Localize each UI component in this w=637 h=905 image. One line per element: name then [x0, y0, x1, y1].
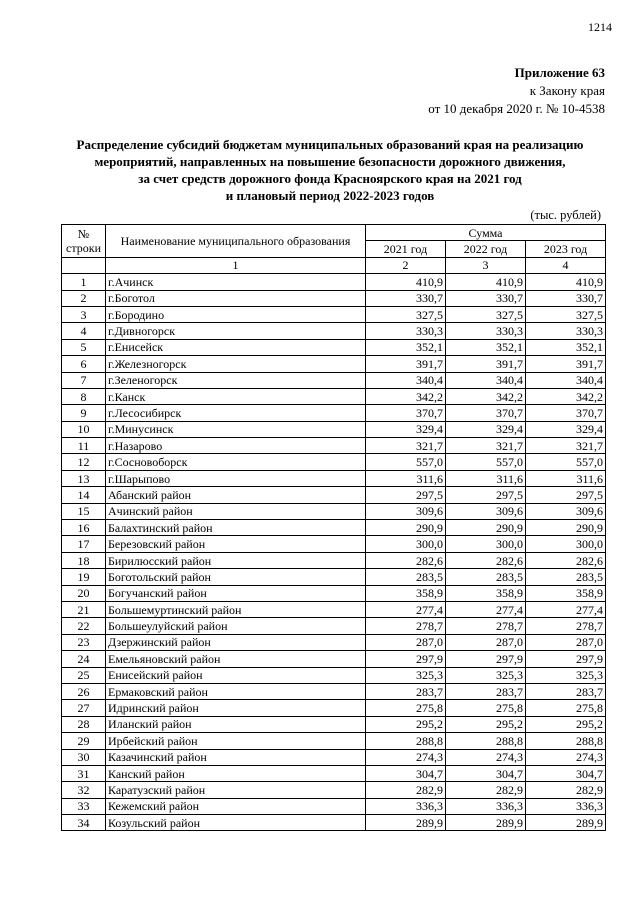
amount-2021: 288,8 — [366, 733, 446, 749]
row-number: 32 — [62, 782, 106, 798]
table-row — [62, 585, 606, 601]
amount-2022: 340,4 — [446, 372, 526, 388]
amount-2022: 278,7 — [446, 618, 526, 634]
row-number: 21 — [62, 601, 106, 617]
row-number: 12 — [62, 454, 106, 470]
amount-2023: 274,3 — [526, 749, 606, 765]
amount-2021: 342,2 — [366, 388, 446, 404]
amount-2021: 275,8 — [366, 700, 446, 716]
table-row — [62, 323, 606, 339]
amount-2021: 283,7 — [366, 683, 446, 699]
table-row — [62, 454, 606, 470]
row-number: 13 — [62, 470, 106, 486]
amount-2021: 330,3 — [366, 323, 446, 339]
row-number: 3 — [62, 306, 106, 322]
amount-2021: 283,5 — [366, 569, 446, 585]
amount-2023: 391,7 — [526, 356, 606, 372]
amount-2022: 370,7 — [446, 405, 526, 421]
amount-2021: 321,7 — [366, 438, 446, 454]
amount-2021: 277,4 — [366, 601, 446, 617]
table-row — [62, 815, 606, 831]
amount-2022: 277,4 — [446, 601, 526, 617]
row-number: 1 — [62, 274, 106, 290]
amount-2022: 275,8 — [446, 700, 526, 716]
column-number: 3 — [446, 257, 526, 273]
municipality-name: Ирбейский район — [106, 733, 366, 749]
amount-2022: 300,0 — [446, 536, 526, 552]
municipality-name: г.Сосновоборск — [106, 454, 366, 470]
municipality-name: г.Лесосибирск — [106, 405, 366, 421]
appendix-law-ref: к Закону края — [529, 83, 605, 98]
amount-2021: 410,9 — [366, 274, 446, 290]
municipality-name: Большемуртинский район — [106, 601, 366, 617]
municipality-name: Козульский район — [106, 815, 366, 831]
amount-2023: 370,7 — [526, 405, 606, 421]
row-number: 18 — [62, 552, 106, 568]
amount-2023: 311,6 — [526, 470, 606, 486]
amount-2023: 358,9 — [526, 585, 606, 601]
amount-2022: 304,7 — [446, 765, 526, 781]
municipality-name: Дзержинский район — [106, 634, 366, 650]
amount-2023: 325,3 — [526, 667, 606, 683]
column-number: 4 — [526, 257, 606, 273]
amount-2023: 330,3 — [526, 323, 606, 339]
amount-2023: 283,7 — [526, 683, 606, 699]
municipality-name: г.Канск — [106, 388, 366, 404]
table-row — [62, 569, 606, 585]
amount-2023: 336,3 — [526, 798, 606, 814]
municipality-name: Кежемский район — [106, 798, 366, 814]
row-number: 9 — [62, 405, 106, 421]
page-number: 1214 — [588, 20, 612, 34]
municipality-name: г.Назарово — [106, 438, 366, 454]
row-number: 16 — [62, 520, 106, 536]
amount-2022: 557,0 — [446, 454, 526, 470]
amount-2023: 410,9 — [526, 274, 606, 290]
amount-2022: 342,2 — [446, 388, 526, 404]
municipality-name: Каратузский район — [106, 782, 366, 798]
table-row — [62, 520, 606, 536]
amount-2023: 288,8 — [526, 733, 606, 749]
amount-2023: 277,4 — [526, 601, 606, 617]
amount-2022: 410,9 — [446, 274, 526, 290]
row-number: 10 — [62, 421, 106, 437]
amount-2022: 311,6 — [446, 470, 526, 486]
row-number: 2 — [62, 290, 106, 306]
amount-2023: 283,5 — [526, 569, 606, 585]
amount-2023: 342,2 — [526, 388, 606, 404]
table-row — [62, 634, 606, 650]
subsidy-table — [61, 224, 606, 831]
amount-2023: 275,8 — [526, 700, 606, 716]
row-number: 30 — [62, 749, 106, 765]
appendix-title: Приложение 63 — [514, 65, 605, 80]
row-number: 25 — [62, 667, 106, 683]
row-number: 15 — [62, 503, 106, 519]
municipality-name: г.Ачинск — [106, 274, 366, 290]
municipality-name: г.Железногорск — [106, 356, 366, 372]
amount-2021: 297,9 — [366, 651, 446, 667]
table-row — [62, 405, 606, 421]
title-line: мероприятий, направленных на повышение безопасности дорожного движения, — [94, 154, 566, 169]
amount-2021: 325,3 — [366, 667, 446, 683]
column-number-row — [62, 257, 606, 273]
amount-2021: 282,9 — [366, 782, 446, 798]
municipality-name: Богучанский район — [106, 585, 366, 601]
amount-2022: 391,7 — [446, 356, 526, 372]
table-row — [62, 716, 606, 732]
amount-2022: 358,9 — [446, 585, 526, 601]
table-row — [62, 274, 606, 290]
amount-2021: 282,6 — [366, 552, 446, 568]
municipality-name: Казачинский район — [106, 749, 366, 765]
header-number-line1: № — [77, 226, 90, 241]
amount-2023: 290,9 — [526, 520, 606, 536]
header-name: Наименование муниципального образования — [106, 225, 366, 258]
table-row — [62, 700, 606, 716]
row-number: 11 — [62, 438, 106, 454]
row-number: 23 — [62, 634, 106, 650]
amount-2022: 330,3 — [446, 323, 526, 339]
table-row — [62, 372, 606, 388]
amount-2021: 300,0 — [366, 536, 446, 552]
table-row — [62, 782, 606, 798]
municipality-name: г.Енисейск — [106, 339, 366, 355]
amount-2021: 274,3 — [366, 749, 446, 765]
table-row — [62, 765, 606, 781]
amount-2022: 329,4 — [446, 421, 526, 437]
header-year: 2023 год — [526, 241, 606, 257]
amount-2023: 300,0 — [526, 536, 606, 552]
table-row — [62, 356, 606, 372]
table-row — [62, 683, 606, 699]
amount-2021: 340,4 — [366, 372, 446, 388]
table-row — [62, 503, 606, 519]
amount-2021: 370,7 — [366, 405, 446, 421]
header-year: 2022 год — [446, 241, 526, 257]
municipality-name: Емельяновский район — [106, 651, 366, 667]
row-number: 6 — [62, 356, 106, 372]
header-year: 2021 год — [366, 241, 446, 257]
document-title — [40, 136, 620, 204]
amount-2021: 327,5 — [366, 306, 446, 322]
amount-2022: 287,0 — [446, 634, 526, 650]
table-row — [62, 421, 606, 437]
amount-2022: 325,3 — [446, 667, 526, 683]
amount-2023: 309,6 — [526, 503, 606, 519]
amount-2021: 297,5 — [366, 487, 446, 503]
row-number: 24 — [62, 651, 106, 667]
table-row — [62, 798, 606, 814]
municipality-name: Идринский район — [106, 700, 366, 716]
table-row — [62, 487, 606, 503]
amount-2023: 321,7 — [526, 438, 606, 454]
amount-2022: 352,1 — [446, 339, 526, 355]
amount-2022: 297,5 — [446, 487, 526, 503]
municipality-name: Боготольский район — [106, 569, 366, 585]
row-number: 4 — [62, 323, 106, 339]
amount-2023: 297,5 — [526, 487, 606, 503]
municipality-name: г.Шарыпово — [106, 470, 366, 486]
amount-2022: 330,7 — [446, 290, 526, 306]
row-number: 19 — [62, 569, 106, 585]
amount-2021: 557,0 — [366, 454, 446, 470]
amount-2021: 287,0 — [366, 634, 446, 650]
row-number: 20 — [62, 585, 106, 601]
amount-2021: 295,2 — [366, 716, 446, 732]
amount-2022: 295,2 — [446, 716, 526, 732]
amount-2021: 289,9 — [366, 815, 446, 831]
amount-2022: 283,5 — [446, 569, 526, 585]
amount-2022: 288,8 — [446, 733, 526, 749]
column-number: 1 — [106, 257, 366, 273]
row-number: 8 — [62, 388, 106, 404]
table-row — [62, 438, 606, 454]
table-row — [62, 667, 606, 683]
amount-2023: 297,9 — [526, 651, 606, 667]
row-number: 17 — [62, 536, 106, 552]
municipality-name: г.Бородино — [106, 306, 366, 322]
amount-2021: 391,7 — [366, 356, 446, 372]
amount-2021: 352,1 — [366, 339, 446, 355]
title-line: Распределение субсидий бюджетам муниципальных образований края на реализацию — [76, 137, 584, 152]
row-number: 29 — [62, 733, 106, 749]
table-row — [62, 601, 606, 617]
municipality-name: Абанский район — [106, 487, 366, 503]
amount-2023: 340,4 — [526, 372, 606, 388]
title-line: и плановый период 2022-2023 годов — [225, 188, 435, 203]
municipality-name: г.Минусинск — [106, 421, 366, 437]
municipality-name: г.Боготол — [106, 290, 366, 306]
amount-2021: 330,7 — [366, 290, 446, 306]
municipality-name: г.Зеленогорск — [106, 372, 366, 388]
amount-2022: 282,6 — [446, 552, 526, 568]
row-number: 26 — [62, 683, 106, 699]
amount-2022: 274,3 — [446, 749, 526, 765]
table-row — [62, 339, 606, 355]
amount-2022: 283,7 — [446, 683, 526, 699]
amount-2023: 282,6 — [526, 552, 606, 568]
amount-2022: 289,9 — [446, 815, 526, 831]
amount-2021: 336,3 — [366, 798, 446, 814]
amount-2023: 287,0 — [526, 634, 606, 650]
table-row — [62, 290, 606, 306]
amount-2023: 295,2 — [526, 716, 606, 732]
table-row — [62, 651, 606, 667]
table-row — [62, 749, 606, 765]
amount-2023: 304,7 — [526, 765, 606, 781]
table-row — [62, 470, 606, 486]
units-label: (тыс. рублей) — [530, 208, 601, 222]
amount-2022: 309,6 — [446, 503, 526, 519]
column-number: 2 — [366, 257, 446, 273]
row-number: 14 — [62, 487, 106, 503]
amount-2023: 282,9 — [526, 782, 606, 798]
amount-2023: 352,1 — [526, 339, 606, 355]
amount-2022: 282,9 — [446, 782, 526, 798]
row-number: 34 — [62, 815, 106, 831]
municipality-name: Енисейский район — [106, 667, 366, 683]
municipality-name: Иланский район — [106, 716, 366, 732]
header-number — [62, 225, 106, 258]
appendix-law-date: от 10 декабря 2020 г. № 10-4538 — [428, 101, 605, 116]
municipality-name: Балахтинский район — [106, 520, 366, 536]
table-row — [62, 552, 606, 568]
amount-2022: 321,7 — [446, 438, 526, 454]
row-number: 28 — [62, 716, 106, 732]
amount-2022: 297,9 — [446, 651, 526, 667]
amount-2021: 278,7 — [366, 618, 446, 634]
row-number: 22 — [62, 618, 106, 634]
municipality-name: Канский район — [106, 765, 366, 781]
amount-2022: 327,5 — [446, 306, 526, 322]
amount-2023: 557,0 — [526, 454, 606, 470]
amount-2021: 309,6 — [366, 503, 446, 519]
row-number: 31 — [62, 765, 106, 781]
header-sum: Сумма — [366, 225, 606, 241]
amount-2023: 327,5 — [526, 306, 606, 322]
amount-2022: 336,3 — [446, 798, 526, 814]
amount-2021: 329,4 — [366, 421, 446, 437]
table-row — [62, 536, 606, 552]
table-row — [62, 306, 606, 322]
table-row — [62, 388, 606, 404]
amount-2021: 358,9 — [366, 585, 446, 601]
header-row — [62, 225, 606, 241]
municipality-name: Большеулуйский район — [106, 618, 366, 634]
amount-2021: 290,9 — [366, 520, 446, 536]
municipality-name: г.Дивногорск — [106, 323, 366, 339]
amount-2021: 304,7 — [366, 765, 446, 781]
amount-2023: 329,4 — [526, 421, 606, 437]
table-row — [62, 733, 606, 749]
amount-2022: 290,9 — [446, 520, 526, 536]
municipality-name: Ермаковский район — [106, 683, 366, 699]
amount-2023: 289,9 — [526, 815, 606, 831]
appendix-header — [428, 64, 605, 118]
row-number: 27 — [62, 700, 106, 716]
amount-2023: 278,7 — [526, 618, 606, 634]
row-number: 5 — [62, 339, 106, 355]
title-line: за счет средств дорожного фонда Красноярского края на 2021 год — [138, 171, 522, 186]
municipality-name: Ачинский район — [106, 503, 366, 519]
row-number: 33 — [62, 798, 106, 814]
table-row — [62, 618, 606, 634]
amount-2023: 330,7 — [526, 290, 606, 306]
column-number-blank — [62, 257, 106, 273]
municipality-name: Березовский район — [106, 536, 366, 552]
header-number-line2: строки — [66, 240, 101, 255]
row-number: 7 — [62, 372, 106, 388]
municipality-name: Бирилюсский район — [106, 552, 366, 568]
amount-2021: 311,6 — [366, 470, 446, 486]
